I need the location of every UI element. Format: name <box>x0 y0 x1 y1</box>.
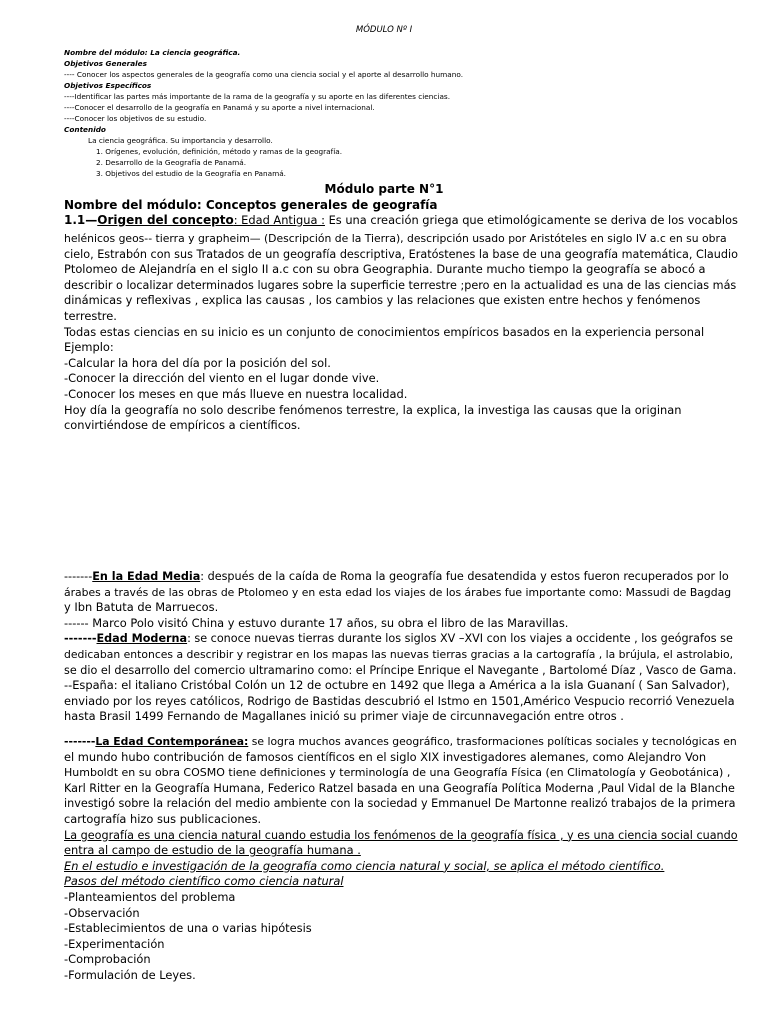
paragraph-line: -Conocer la dirección del viento en el lugar donde vive. <box>64 371 380 386</box>
italic-underlined-line: En el estudio e investigación de la geografía como ciencia natural y social, se aplica el método científico. <box>64 858 665 873</box>
paragraph-line: --España: el italiano Cristóbal Colón un 12 de octubre en 1492 que llega a América a la isla Guananí ( San Salvador), <box>64 678 730 693</box>
general-objective-1: ---- Conocer los aspectos generales de la geografía como una ciencia social y el aporte al desarrollo humano. <box>64 70 464 79</box>
paragraph-line: hasta Brasil 1499 Fernando de Magallanes inició su primer viaje de circunnavegación entre otros . <box>64 709 624 724</box>
method-step: -Establecimientos de una o varias hipótesis <box>64 921 312 936</box>
part-heading: Módulo parte N°1 <box>324 182 444 196</box>
paragraph-line: -Calcular la hora del día por la posición del sol. <box>64 355 331 370</box>
part-module-name: Nombre del módulo: Conceptos generales de geografía <box>64 198 438 212</box>
modern-age-line <box>64 631 733 647</box>
paragraph-line: el mundo hubo contribución de famosos científicos en el siglo XIX investigadores alemanes, como Alejandro Von <box>64 749 707 764</box>
origin-heading: Origen del concepto <box>97 213 234 227</box>
paragraph-line: Karl Ritter en la Geografía Humana, Federico Ratzel basada en una Geografía Política Moderna ,Paul Vidal de la Blanche <box>64 781 735 795</box>
middle-age-line <box>64 569 729 585</box>
middle-age-text: : después de la caída de Roma la geografía fue desatendida y estos fueron recuperados por lo <box>200 570 729 583</box>
general-objectives-heading: Objetivos Generales <box>64 59 147 68</box>
contemporary-age-heading: La Edad Contemporánea: <box>95 735 249 748</box>
underlined-line: entra al campo de estudio de la geografía humana . <box>64 843 361 858</box>
paragraph-line: Todas estas ciencias en su inicio es un conjunto de conocimientos empíricos basados en la experiencia personal <box>64 324 705 339</box>
method-step: -Experimentación <box>64 936 165 951</box>
modern-age-dashes: ------- <box>64 632 97 646</box>
modern-age-heading: Edad Moderna <box>96 632 188 646</box>
paragraph-line: Humboldt en su obra COSMO tiene definiciones y terminología de una Geografía Física (en Climatología y Geobotánica) , <box>64 766 731 780</box>
paragraph-line: Hoy día la geografía no solo describe fenómenos terrestre, la explica, la investiga las causas que la originan <box>64 402 682 417</box>
paragraph-line: dinámicas y reflexivas , explica las causas , los cambios y las relaciones que existen entre hechos y fenómenos <box>64 293 701 308</box>
paragraph-line: -Conocer los meses en que más llueve en nuestra localidad. <box>64 387 408 401</box>
specific-objective-2: ----Conocer el desarrollo de la geografía en Panamá y su aporte a nivel internacional. <box>64 103 375 112</box>
paragraph-line: enviado por los reyes católicos, Rodrigo de Bastidas descubrió el Istmo en 1501,Américo Vespucio recorrió Venezuela <box>64 693 735 708</box>
paragraph-line: ------ Marco Polo visitó China y estuvo durante 17 años, su obra el libro de las Maravillas. <box>64 615 569 630</box>
content-heading: Contenido <box>64 125 106 134</box>
paragraph-line: y Ibn Batuta de Marruecos. <box>64 600 219 615</box>
origin-line <box>64 213 738 229</box>
paragraph-line: Ptolomeo de Alejandría en el siglo II a.c con su obra Geographia. Durante mucho tiempo la geografía se abocó a <box>64 262 706 277</box>
paragraph-line: cartografía hizo sus publicaciones. <box>64 812 262 826</box>
paragraph-line: convirtiéndose de empíricos a científicos. <box>64 418 301 433</box>
middle-age-dashes: ------- <box>64 570 93 583</box>
specific-objective-1: ----Identificar las partes más importante de la rama de la geografía y su aporte en las diferentes ciencias. <box>64 92 451 101</box>
specific-objective-3: ----Conocer los objetivos de su estudio. <box>64 114 207 123</box>
paragraph-line: helénicos geos-- tierra y grapheim— (Descripción de la Tierra), descripción usado por Aristóteles en siglo IV a.c en su obra <box>64 232 727 245</box>
middle-age-heading: En la Edad Media <box>92 570 201 583</box>
content-item: 1. Orígenes, evolución, definición, método y ramas de la geografía. <box>96 147 343 156</box>
paragraph-line: cielo, Estrabón con sus Tratados de un geografía descriptiva, Eratóstenes la base de una geografía matemática, Claudio <box>64 247 738 261</box>
method-step: -Formulación de Leyes. <box>64 968 196 982</box>
paragraph-line: árabes a través de las obras de Ptolomeo y en esta edad los viajes de los árabes fue importante como: Massudi de Bagdag <box>64 585 732 599</box>
origin-number: 1.1— <box>64 213 98 227</box>
method-step: -Planteamientos del problema <box>64 890 236 904</box>
method-step: -Observación <box>64 905 140 920</box>
modern-age-text: : se conoce nuevas tierras durante los siglos XV –XVI con los viajes a occidente , los geógrafos se <box>187 632 733 646</box>
method-step: -Comprobación <box>64 952 151 967</box>
method-steps-heading: Pasos del método científico como ciencia natural <box>64 874 344 889</box>
module-title: MÓDULO Nº I <box>355 25 413 35</box>
content-item: 3. Objetivos del estudio de la Geografía en Panamá. <box>96 169 286 178</box>
contemporary-age-text: se logra muchos avances geográfico, trasformaciones políticas sociales y tecnológicas en <box>248 735 737 748</box>
contemporary-age-dashes: ------- <box>64 735 96 748</box>
content-intro: La ciencia geográfica. Su importancia y desarrollo. <box>88 136 273 145</box>
paragraph-line: describir o localizar determinados lugares sobre la superficie terrestre ;pero en la actualidad es una de las ciencias más <box>64 278 737 292</box>
contemporary-age-line <box>64 734 737 750</box>
paragraph-line: terrestre. <box>64 309 117 323</box>
paragraph-line: investigó sobre la relación del medio ambiente con la sociedad y Emmanuel De Martonne realizó trabajos de la primera <box>64 797 736 811</box>
origin-subheading: : Edad Antigua : <box>233 213 325 227</box>
content-item: 2. Desarrollo de la Geografía de Panamá. <box>96 158 247 167</box>
intro-module-name: Nombre del módulo: La ciencia geográfica. <box>64 48 241 57</box>
origin-line-text: Es una creación griega que etimológicamente se deriva de los vocablos <box>324 213 738 227</box>
paragraph-line: se dio el desarrollo del comercio ultramarino como: el Príncipe Enrique el Navegante , Bartolomé Díaz , Vasco de Gama. <box>64 663 737 677</box>
specific-objectives-heading: Objetivos Específicos <box>64 81 152 90</box>
underlined-line: La geografía es una ciencia natural cuando estudia los fenómenos de la geografía física , y es una ciencia social cuando <box>64 828 738 842</box>
paragraph-line: dedicaban entonces a describir y registrar en los mapas las nuevas tierras gracias a la cartografía , la brújula, el astrolabio, <box>64 648 734 661</box>
paragraph-line: Ejemplo: <box>64 340 114 355</box>
